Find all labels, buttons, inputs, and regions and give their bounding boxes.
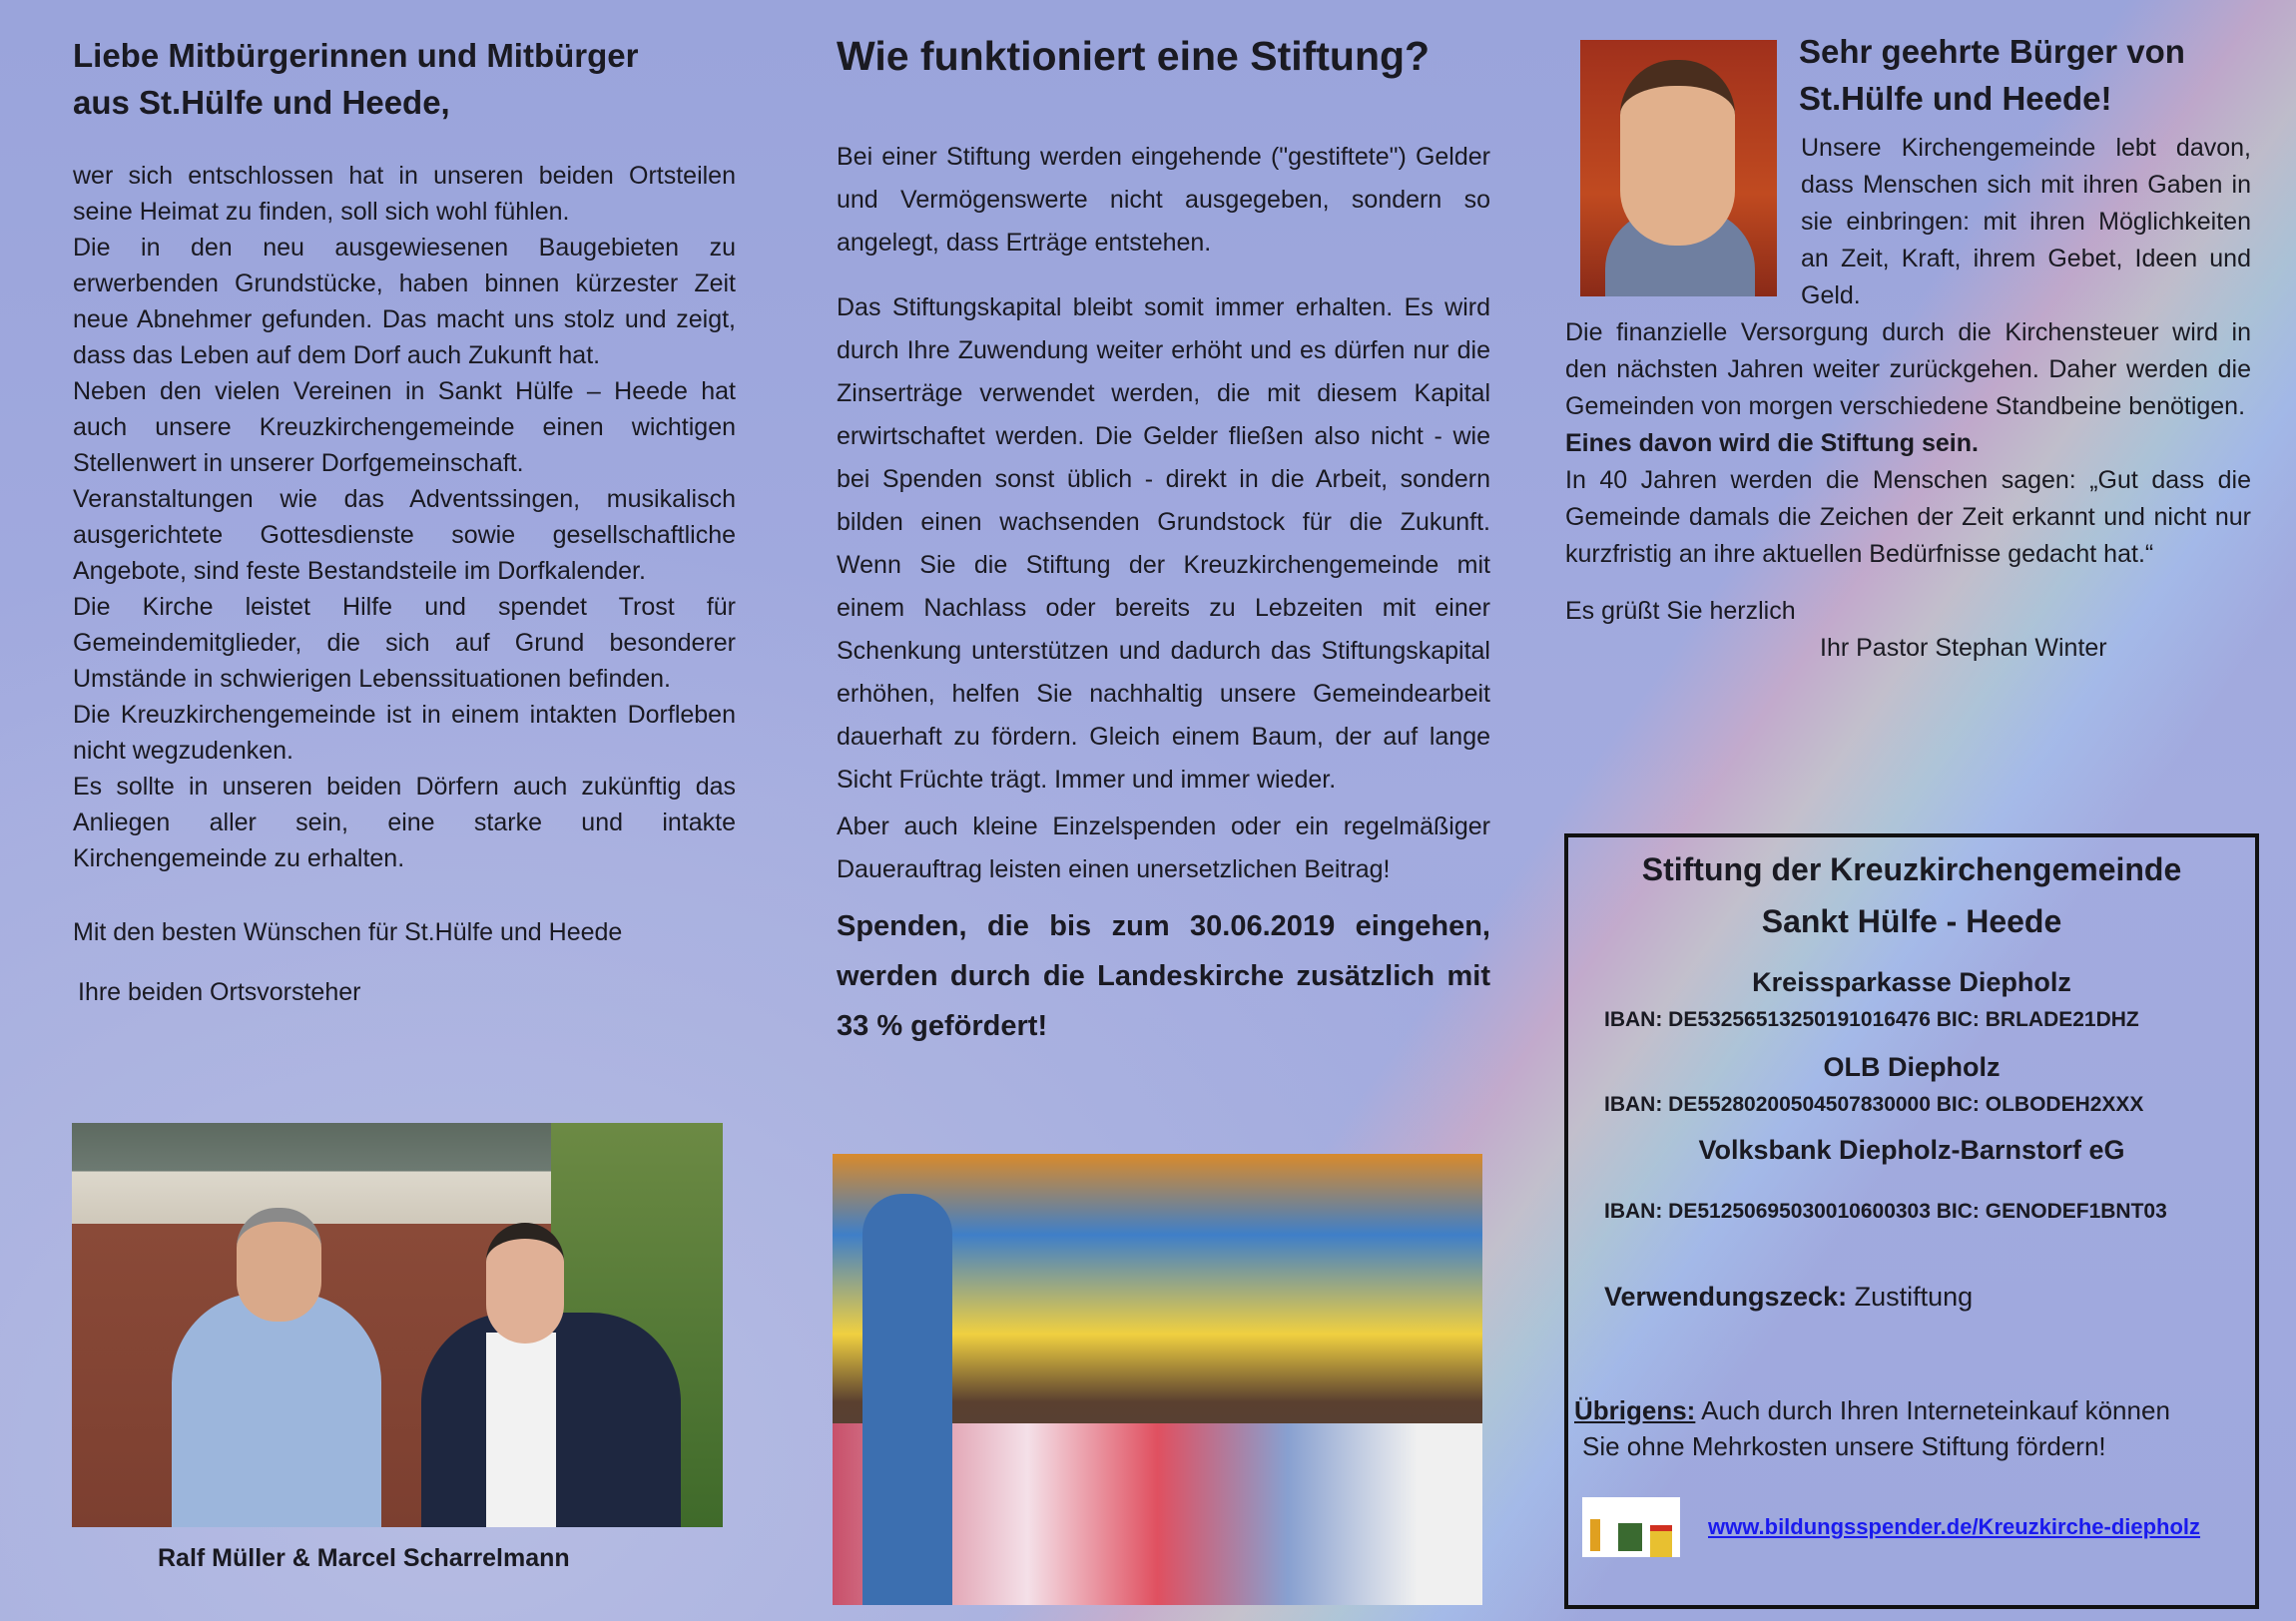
closing-text: Mit den besten Wünschen für St.Hülfe und Heede: [73, 918, 623, 946]
bold-statement: Eines davon wird die Stiftung sein.: [1565, 429, 1979, 457]
paragraph: Die in den neu ausgewiesenen Baugebieten zu erwerbenden Grundstücke, haben binnen kürzester Zeit neue Abnehmer gefunden. Das macht uns stolz und zeigt, dass das Leben auf dem Dorf auch Zukunft hat.: [73, 234, 736, 369]
intro-paragraph: Unsere Kirchengemeinde lebt davon, dass Menschen sich mit ihren Gaben in sie einbringen: mit ihren Möglichkeiten an Zeit, Kraft, ihrem Gebet, Ideen und Geld.: [1801, 134, 2251, 309]
bank-iban: IBAN: DE53256513250191016476 BIC: BRLADE21DHZ: [1604, 1008, 2139, 1031]
paragraph: Das Stiftungskapital bleibt somit immer erhalten. Es wird durch Ihre Zuwendung weiter erhöht und es dürfen nur die Zinserträge verwendet werden, die mit diesem Kapital erwirtschaftet werden. Die Gelder fließen also nicht - wie bei Spenden sonst üblich - direkt in die Arbeit, sondern bilden einen wachsenden Grundstock für die Zukunft. Wenn Sie die Stiftung der Kreuzkirchengemeinde mit einem Nachlass oder bereits zu Lebzeiten mit einer Schenkung unterstützen und dadurch das Stiftungskapital erhöhen, helfen Sie nachhaltig unsere Gemeindearbeit dauerhaft zu fördern. Gleich einem Baum, der auf lange Sicht Früchte trägt. Immer und immer wieder.: [837, 293, 1490, 794]
paragraph: Bei einer Stiftung werden eingehende ("gestiftete") Gelder und Vermögenswerte nicht ausgegeben, sondern so angelegt, dass Erträge entstehen.: [837, 143, 1490, 257]
donation-info-box: [1564, 833, 2259, 1609]
paragraph: Die Kreuzkirchengemeinde ist in einem intakten Dorfleben nicht wegzudenken.: [73, 701, 736, 765]
bank-iban: IBAN: DE51250695030010600303 BIC: GENODEF1BNT03: [1604, 1200, 2167, 1223]
stiftung-title: Wie funktioniert eine Stiftung?: [837, 33, 1431, 79]
purpose-line: Verwendungszeck: Zustiftung: [1604, 1282, 1974, 1312]
left-column: [73, 32, 736, 1010]
photo-caption: Ralf Müller & Marcel Scharrelmann: [158, 1544, 570, 1572]
bank-iban: IBAN: DE55280200504507830000 BIC: OLBODEH2XXX: [1604, 1093, 2144, 1116]
signature-text: Ihre beiden Ortsvorsteher: [78, 978, 361, 1006]
paragraph: Neben den vielen Vereinen in Sankt Hülfe – Heede hat auch unsere Kreuzkirchengemeinde einen wichtigen Stellenwert in unserer Dorfgemeinschaft.: [73, 377, 736, 477]
bank-name: OLB Diepholz: [1823, 1052, 2001, 1082]
paragraph: wer sich entschlossen hat in unseren beiden Ortsteilen seine Heimat zu finden, soll sich wohl fühlen.: [73, 162, 736, 226]
paragraph: In 40 Jahren werden die Menschen sagen: „Gut dass die Gemeinde damals die Zeichen der Zeit erkannt und nicht nur kurzfristig an ihre aktuellen Bedürfnisse gedacht hat.“: [1565, 466, 2251, 568]
bildungsspender-logo-icon: [1582, 1497, 1680, 1557]
paragraph: Aber auch kleine Einzelspenden oder ein regelmäßiger Dauerauftrag leisten einen unersetzlichen Beitrag!: [837, 812, 1490, 883]
box-title: Stiftung der Kreuzkirchengemeinde Sankt Hülfe - Heede: [1641, 851, 2182, 939]
paragraph: Es sollte in unseren beiden Dörfern auch zukünftig das Anliegen aller sein, eine starke und intakte Kirchengemeinde zu erhalten.: [73, 773, 736, 872]
middle-column: [837, 28, 1490, 1051]
note: Übrigens: Auch durch Ihren Interneteinkauf können Sie ohne Mehrkosten unsere Stiftung fördern!: [1574, 1395, 2170, 1461]
greeting-text: Es grüßt Sie herzlich: [1565, 597, 1796, 625]
children-group-photo: [833, 1154, 1482, 1605]
paragraph: Die finanzielle Versorgung durch die Kirchensteuer wird in den nächsten Jahren weiter zurückgehen. Daher werden die Gemeinden von morgen verschiedene Standbeine benötigen.: [1565, 318, 2251, 420]
donation-highlight: Spenden, die bis zum 30.06.2019 eingehen, werden durch die Landeskirche zusätzlich mit 33 % gefördert!: [837, 910, 1490, 1042]
bildungsspender-link[interactable]: www.bildungsspender.de/Kreuzkirche-diepholz: [1708, 1514, 2201, 1539]
paragraph: Veranstaltungen wie das Adventssingen, musikalisch ausgerichtete Gottesdienste sowie gesellschaftliche Angebote, sind feste Bestandsteile im Dorfkalender.: [73, 485, 736, 585]
ortsvorsteher-photo: [72, 1123, 723, 1527]
bank-name: Kreissparkasse Diepholz: [1752, 967, 2071, 997]
right-column: [1565, 28, 2251, 667]
greeting-heading: Liebe Mitbürgerinnen und Mitbürger aus St.Hülfe und Heede,: [73, 37, 639, 121]
paragraph: Die Kirche leistet Hilfe und spendet Trost für Gemeindemitglieder, die sich auf Grund besonderer Umstände in schwierigen Lebenssituationen befinden.: [73, 593, 736, 693]
bank-name: Volksbank Diepholz-Barnstorf eG: [1698, 1135, 2125, 1165]
pastor-heading: Sehr geehrte Bürger von St.Hülfe und Heede!: [1799, 33, 2185, 117]
pastor-signature: Ihr Pastor Stephan Winter: [1820, 634, 2107, 662]
